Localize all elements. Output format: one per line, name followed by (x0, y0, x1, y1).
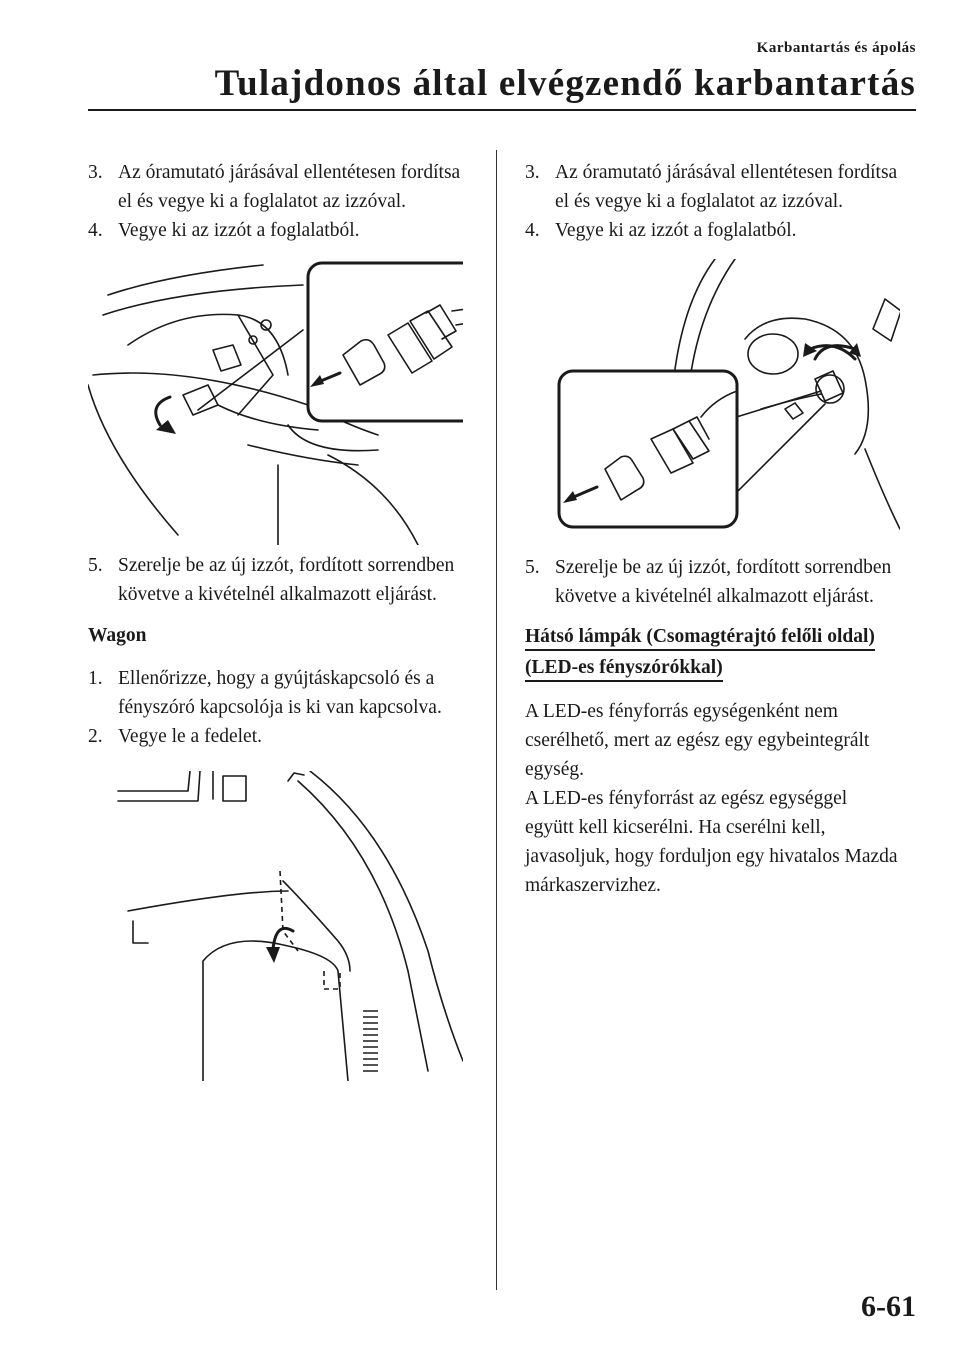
step-item (88, 551, 463, 609)
section-heading-led-rear-lamps (525, 621, 900, 683)
step-text: Vegye le a fedelet. (118, 726, 263, 747)
header-section-title: Karbantartás és ápolás (756, 40, 916, 56)
page-number: 6-61 (861, 1290, 916, 1323)
section-heading-text: Hátsó lámpák (Csomagtérajtó felőli oldal) (LED-es fényszórókkal) (525, 626, 875, 682)
step-number: 5. (525, 557, 540, 578)
page-title: Tulajdonos által elvégzendő karbantartás (214, 63, 916, 104)
right-column (525, 158, 900, 900)
step-item (525, 158, 900, 216)
step-text: Vegye ki az izzót a foglalatból. (118, 220, 360, 241)
step-text: Az óramutató járásával ellentétesen fordítsa el és vegye ki a foglalatot az izzóval. (555, 162, 898, 212)
header-rule (88, 109, 916, 111)
step-number: 2. (88, 726, 103, 747)
step-item (88, 216, 463, 245)
subheading-wagon: Wagon (88, 625, 147, 646)
figure-wagon-rear-lamp-socket (525, 259, 900, 549)
step-item (525, 216, 900, 245)
step-number: 5. (88, 555, 103, 576)
paragraph: A LED-es fényforrás egységenként nem cserélhető, mert az egész egy egybeintegrált egység. (525, 701, 870, 780)
step-number: 1. (88, 668, 103, 689)
step-number: 4. (88, 220, 103, 241)
step-item (88, 664, 463, 722)
step-number: 4. (525, 220, 540, 241)
step-text: Szerelje be az új izzót, fordított sorrendben követve a kivételnél alkalmazott eljárást. (118, 555, 455, 605)
figure-wagon-cover-removal (88, 771, 463, 1081)
step-text: Vegye ki az izzót a foglalatból. (555, 220, 797, 241)
step-number: 3. (525, 162, 540, 183)
step-item (88, 158, 463, 216)
step-number: 3. (88, 162, 103, 183)
paragraph: A LED-es fényforrást az egész egységgel együtt kell kicserélni. Ha cserélni kell, javasoljuk, hogy forduljon egy hivatalos Mazda márkaszervizhez. (525, 788, 898, 896)
step-text: Az óramutató járásával ellentétesen fordítsa el és vegye ki a foglalatot az izzóval. (118, 162, 461, 212)
step-item (525, 553, 900, 611)
step-item (88, 722, 463, 751)
step-text: Szerelje be az új izzót, fordított sorrendben követve a kivételnél alkalmazott eljárást. (555, 557, 892, 607)
column-divider (496, 150, 497, 1290)
step-text: Ellenőrizze, hogy a gyújtáskapcsoló és a fényszóró kapcsolója is ki van kapcsolva. (118, 668, 442, 718)
left-column (88, 158, 463, 1081)
figure-sedan-rear-lamp-socket (88, 255, 463, 545)
